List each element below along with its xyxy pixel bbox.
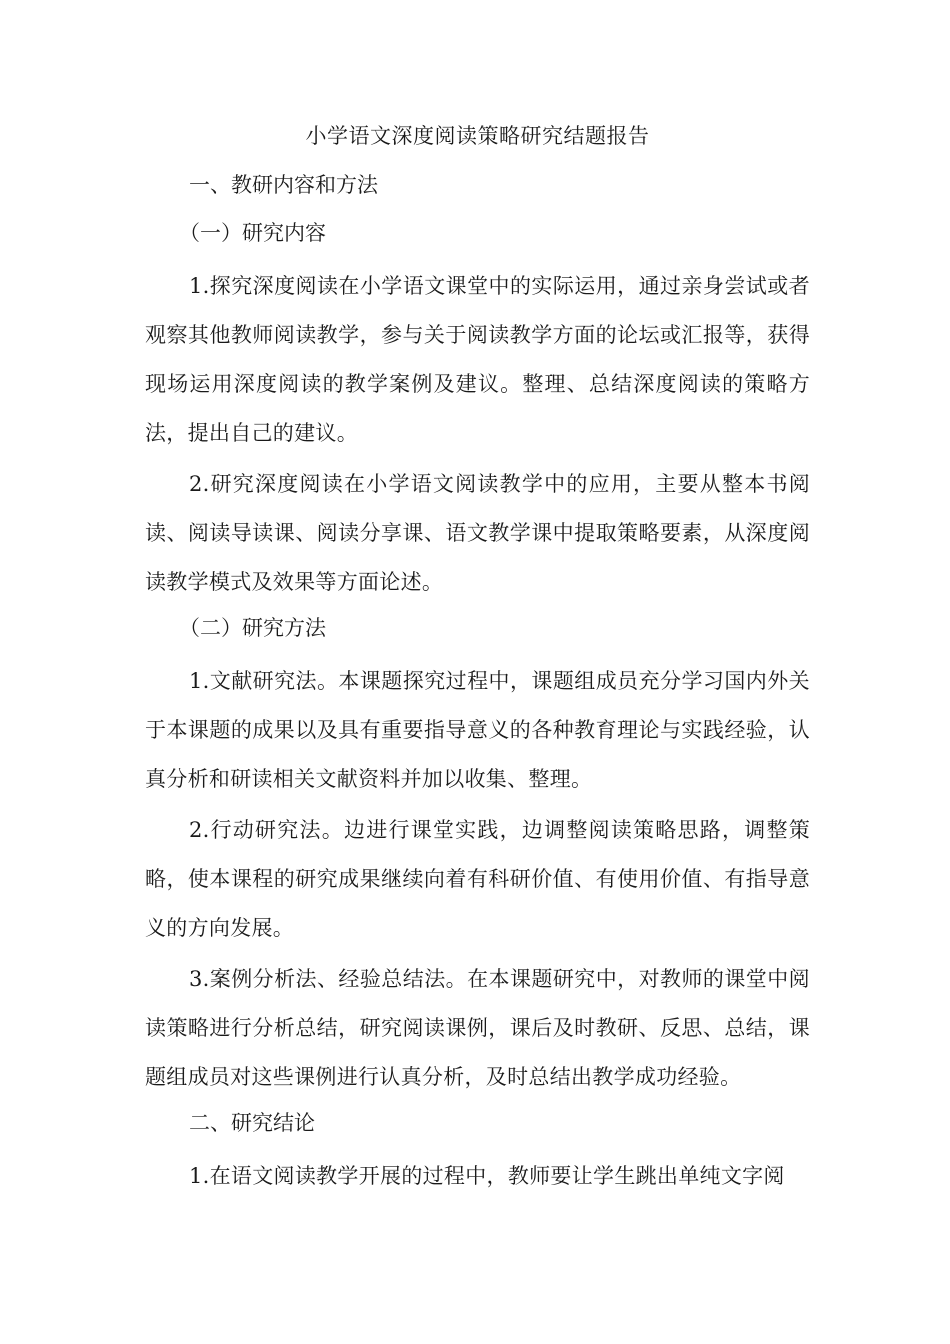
paragraph: 2.行动研究法。边进行课堂实践，边调整阅读策略思路，调整策略，使本课程的研究成果继续向着有科研价值、有使用价值、有指导意义的方向发展。 [145,818,810,940]
section-heading-2: 二、研究结论 [189,1111,315,1135]
document-title: 小学语文深度阅读策略研究结题报告 [305,124,650,148]
paragraph: 3.案例分析法、经验总结法。在本课题研究中，对教师的课堂中阅读策略进行分析总结，研究阅读课例，课后及时教研、反思、总结，课题组成员对这些课例进行认真分析，及时总结出教学成功经验。 [145,967,810,1089]
paragraph: 1.在语文阅读教学开展的过程中，教师要让学生跳出单纯文字阅 [189,1164,785,1188]
subsection-heading-research-method: （二）研究方法 [179,616,326,640]
paragraph: 1.探究深度阅读在小学语文课堂中的实际运用，通过亲身尝试或者观察其他教师阅读教学，参与关于阅读教学方面的论坛或汇报等，获得现场运用深度阅读的教学案例及建议。整理、总结深度阅读的策略方法，提出自己的建议。 [145,274,810,445]
document-page [145,118,810,1203]
paragraph: 2.研究深度阅读在小学语文阅读教学中的应用，主要从整本书阅读、阅读导读课、阅读分享课、语文教学课中提取策略要素，从深度阅读教学模式及效果等方面论述。 [145,472,810,594]
section-heading-1: 一、教研内容和方法 [189,173,378,197]
paragraph: 1.文献研究法。本课题探究过程中，课题组成员充分学习国内外关于本课题的成果以及具有重要指导意义的各种教育理论与实践经验，认真分析和研读相关文献资料并加以收集、整理。 [145,669,810,791]
subsection-heading-research-content: （一）研究内容 [179,221,326,245]
